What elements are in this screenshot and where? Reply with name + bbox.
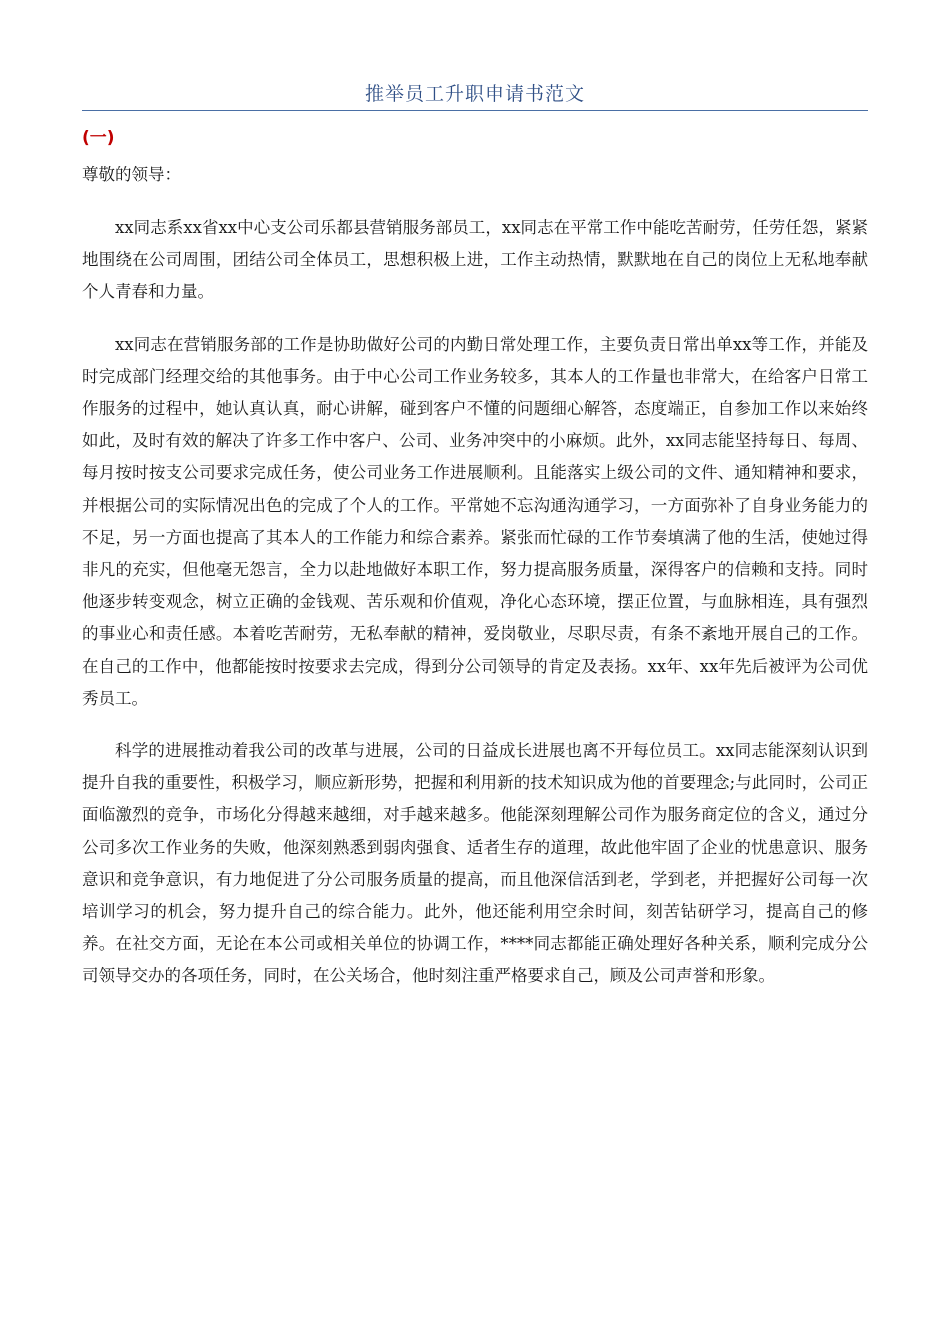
document-body	[82, 212, 868, 1013]
paragraph: xx同志系xx省xx中心支公司乐都县营销服务部员工，xx同志在平常工作中能吃苦耐劳，任劳任怨，紧紧地围绕在公司周围，团结公司全体员工，思想积极上进，工作主动热情，默默地在自己的岗位上无私地奉献个人青春和力量。	[82, 218, 868, 302]
paragraph: xx同志在营销服务部的工作是协助做好公司的内勤日常处理工作，主要负责日常出单xx等工作，并能及时完成部门经理交给的其他事务。由于中心公司工作业务较多，其本人的工作量也非常大，在给客户日常工作服务的过程中，她认真认真，耐心讲解，碰到客户不懂的问题细心解答，态度端正，自参加工作以来始终如此，及时有效的解决了许多工作中客户、公司、业务冲突中的小麻烦。此外，xx同志能坚持每日、每周、每月按时按支公司要求完成任务，使公司业务工作进展顺利。且能落实上级公司的文件、通知精神和要求，并根据公司的实际情况出色的完成了个人的工作。平常她不忘沟通沟通学习，一方面弥补了自身业务能力的不足，另一方面也提高了其本人的工作能力和综合素养。紧张而忙碌的工作节奏填满了他的生活，使她过得非凡的充实，但他毫无怨言，全力以赴地做好本职工作，努力提高服务质量，深得客户的信赖和支持。同时他逐步转变观念，树立正确的金钱观、苦乐观和价值观，净化心态环境，摆正位置，与血脉相连，具有强烈的事业心和责任感。本着吃苦耐劳，无私奉献的精神，爱岗敬业，尽职尽责，有条不紊地开展自己的工作。在自己的工作中，他都能按时按要求去完成，得到分公司领导的肯定及表扬。xx年、xx年先后被评为公司优秀员工。	[82, 334, 868, 708]
paragraph: 科学的进展推动着我公司的改革与进展，公司的日益成长进展也离不开每位员工。xx同志能深刻认识到提升自我的重要性，积极学习，顺应新形势，把握和利用新的技术知识成为他的首要理念;与此同时，公司正面临激烈的竞争，市场化分得越来越细，对手越来越多。他能深刻理解公司作为服务商定位的含义，通过分公司多次工作业务的失败，他深刻熟悉到弱肉强食、适者生存的道理，故此他牢固了企业的忧患意识、服务意识和竞争意识，有力地促进了分公司服务质量的提高，而且他深信活到老，学到老，并把握好公司每一次培训学习的机会，努力提升自己的综合能力。此外，他还能利用空余时间，刻苦钻研学习，提高自己的修养。在社交方面，无论在本公司或相关单位的协调工作，****同志都能正确处理好各种关系，顺利完成分公司领导交办的各项任务，同时，在公关场合，他时刻注重严格要求自己，顾及公司声誉和形象。	[82, 741, 868, 986]
section-label: (一)	[82, 128, 115, 148]
salutation: 尊敬的领导：	[82, 165, 181, 184]
document-header	[82, 80, 868, 111]
document-title: 推举员工升职申请书范文	[364, 83, 585, 105]
